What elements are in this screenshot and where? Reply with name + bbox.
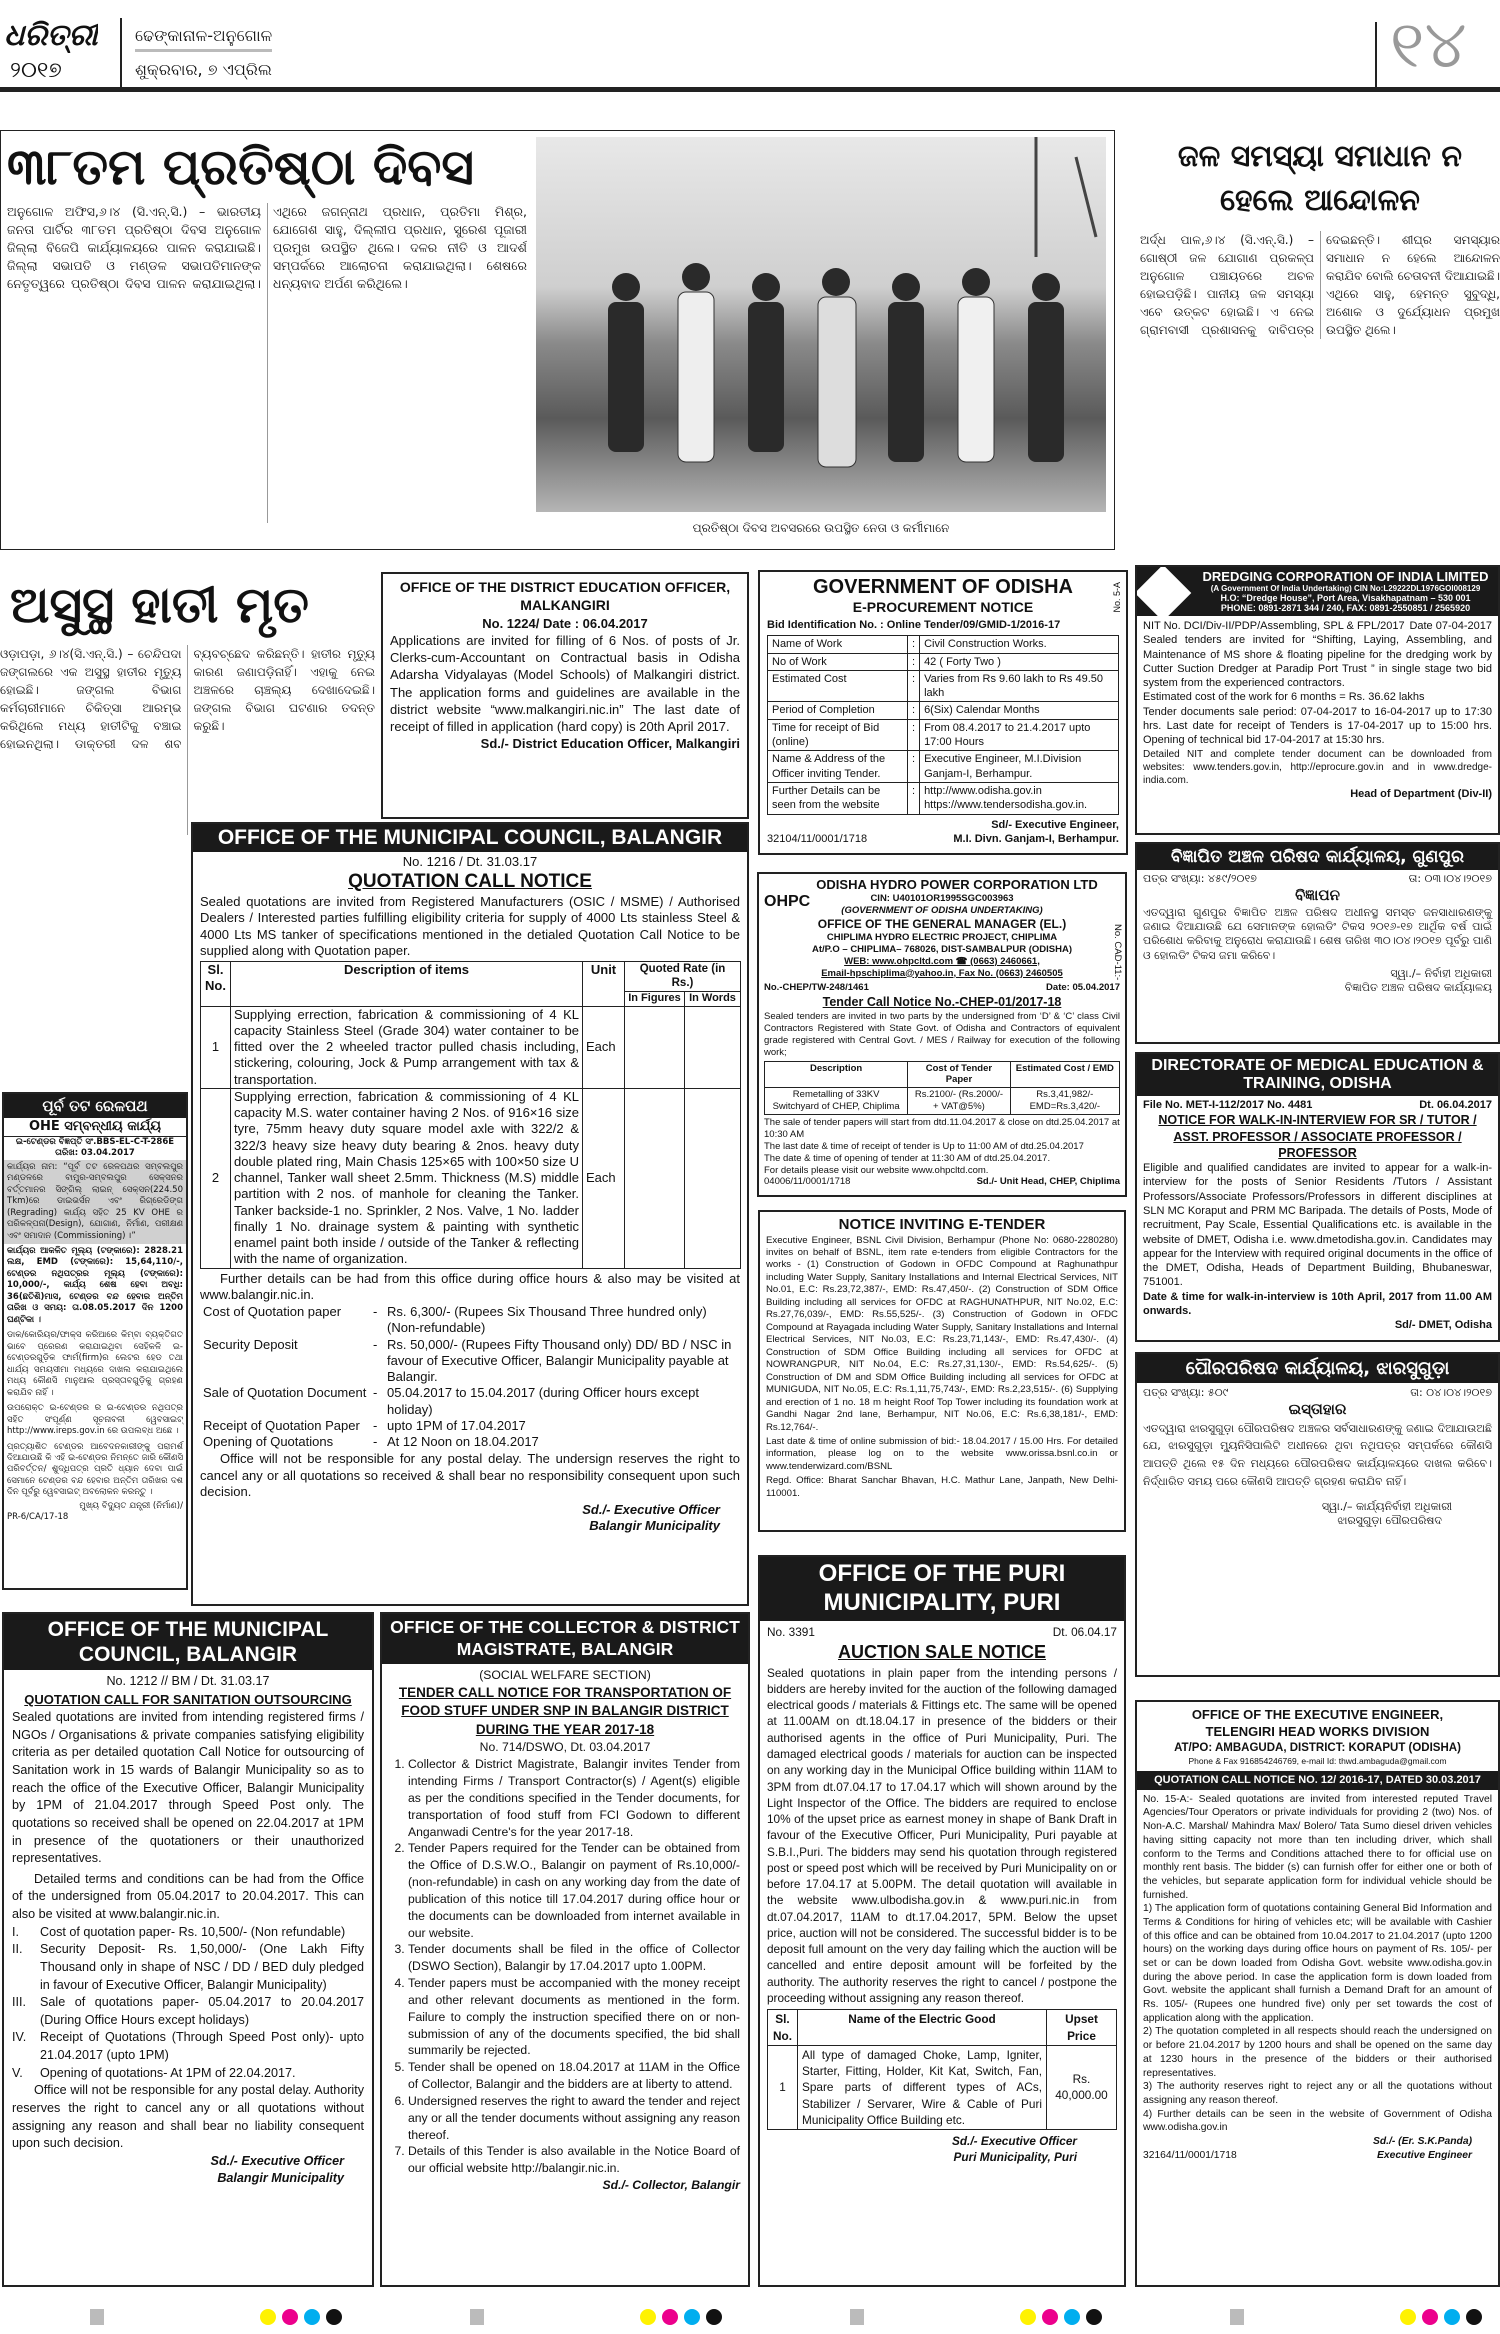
ad-collector-balangir — [380, 1612, 750, 2287]
ad-subtitle: E-PROCUREMENT NOTICE — [852, 599, 1034, 615]
ad-sign: ମୁଖ୍ୟ ବିଦ୍ୟୁତ ଯନ୍ତ୍ରୀ (ନିର୍ମାଣ)/ — [79, 1500, 183, 1511]
cell: Remetalling of 33KV Switchyard of CHEP, Chiplima — [765, 1088, 908, 1115]
ad-code: 04006/11/0001/1718 — [764, 1176, 851, 1188]
ad-para: ପ୍ରତ୍ୟାଶିତ ଟେଣ୍ଡର ଆବେଦନକାରୀଙ୍କୁ ପରାମର୍ଶ ଦିଆଯାଉଛି କି ଏହି ଇ-ଟେଣ୍ଡର ନିମନ୍ତେ ଜାରି କୌଣସି ପରିବର୍ତ୍ତନ/ ଶୁଦ୍ଧିପତ୍ର ପ୍ରତି ଧ୍ୟାନ ଦେବା ପାଇଁ ସେମାନେ ଟେଣ୍ଡର ବନ୍ଦ ହେବାର ଅନ୍ତିମ ତାରିଖର ଦଶ ଦିନ ପୂର୍ବରୁ ୱେବସାଇଟ୍ ଅବଲୋକନ କରନ୍ତୁ । — [7, 1441, 183, 1498]
ad-sign: Head of Department (Div-II) — [1350, 787, 1492, 800]
ad-footer: Office will not be responsible for any postal delay. Authority reserves the right to cancel any or all quotations without assigning any reason and shall bear no liability consequent upon such decision. — [12, 2083, 364, 2151]
letter-date: Dt. 06.04.17 — [1052, 1624, 1117, 1639]
ad-cin: CIN: U40101OR1995SGC003963 — [870, 893, 1014, 905]
story-body: ଓଡ଼ାପଡ଼ା, ୬।୪(ସି.ଏନ୍.ସି.) – ଚେନ୍ଦିପଦା ଜଙ୍ଗଲରେ ଏକ ଅସୁସ୍ଥ ହାତୀର ମୃତ୍ୟୁ ହୋଇଛି। ଜଙ୍ଗଲ ବିଭାଗ କର୍ମଚାରୀମାନେ ଚିକିତ୍ସା ଆରମ୍ଭ କରିଥିଲେ ମଧ୍ୟ ହାତୀଟିକୁ ବଞ୍ଚାଇ ହୋଇନଥିଲା। ଡାକ୍ତରୀ ଦଳ ଶବ ବ୍ୟବଚ୍ଛେଦ କରିଛନ୍ତି। ହାତୀର ମୃତ୍ୟୁ କାରଣ ଜଣାପଡ଼ିନାହିଁ। ଏହାକୁ ନେଇ ଅଞ୍ଚଳରେ ଚାଞ୍ଚଲ୍ୟ ଦେଖାଦେଇଛି। ଜଙ୍ଗଲ ବିଭାଗ ଘଟଣାର ତଦନ୍ତ କରୁଛି। — [0, 647, 375, 751]
term-numeral: IV. — [12, 2030, 27, 2045]
ad-body: Sealed quotations are invited from intending registered firms / NGOs / Organisations & private companies satisfying eligibility criteria as per detailed quotation Call Notice for outsourcing of Sanitation work in 15 wards of Balangir Municipality so as to reach the office of the Executive Officer, Balangir Municipality by 1PM of 21.04.2017 through Speed Post only. The quotations so received shall be opened on 22.04.2017 at 1PM in presence of the quotationers or their unauthorized representatives. — [12, 1710, 364, 1866]
ad-sign-office: ଝାରସୁଗୁଡ଼ା ପୌରପରିଷଦ — [1337, 1514, 1442, 1528]
ad-cin: (A Government Of India Undertaking) CIN No:L29222DL1976GOI008129 — [1210, 584, 1481, 593]
term-text: Security Deposit- Rs. 1,50,000/- (One Lakh Fifty Thousand only in shape of NSC / DD / BED duly pledged in favour of Executive Officer, Balangir Municipality) — [40, 1942, 364, 1992]
term-label: Security Deposit — [203, 1336, 298, 1352]
ad-side-code: No. CAD-11:- — [1112, 924, 1123, 981]
cell: Rs.2100/- (Rs.2000/- + VAT@5%) — [908, 1088, 1010, 1115]
story-headline: ୩୮ତମ ପ୍ରତିଷ୍ଠା ଦିବସ — [7, 138, 474, 196]
col-words: In Words — [685, 991, 741, 1006]
ad-jharsuguda-municipality — [1135, 1352, 1500, 1677]
row-label: Name & Address of the Officer inviting Tender. — [768, 751, 908, 783]
condition: 2) The quotation completed in all respects should reach the undersigned on or before 21.04.2017 by 1200 hours and shall be opened on the same day at 1230 hours in the presence of the bidders or their authorised representatives. — [1143, 2026, 1492, 2079]
condition-item: 1. Collector & District Magistrate, Balangir invites Tender from intending Firms / Transport Contractor(s) / Agent(s) eligible as per the conditions specified in the Tender documents, for transportation of food stuff from FCI Godown to different Anganwadi Centre's for the year 2017-18. — [408, 1756, 740, 1840]
registration-dot — [1086, 2309, 1102, 2325]
term-item — [12, 1941, 364, 1994]
ad-heading: AUCTION SALE NOTICE — [837, 1641, 1046, 1662]
term-label: Cost of Quotation paper — [203, 1304, 342, 1319]
ad-regd: Regd. Office: Bharat Sanchar Bhavan, H.C. Mathur Lane, Janpath, New Delhi-110001. — [766, 1475, 1118, 1499]
ad-cost: କାର୍ଯ୍ୟର ଆକଳିତ ମୂଲ୍ୟ (ଟଙ୍କାରେ): 2828.21 ଲକ୍ଷ, EMD (ଟଙ୍କାରେ): 15,64,110/-, ଟେଣ୍ଡର ନଥିପତ୍ରର ମୂଲ୍ୟ (ଟଙ୍କାରେ): 10,000/-, କାର୍ଯ୍ୟ ଶେଷ ହେବା ଅବଧି: 36(ଛତିଶି)ମାସ, ଟେଣ୍ଡର ବନ୍ଦ ହେବାର ଅନ୍ତିମ ତାରିଖ ଓ ସମୟ: ତା.08.05.2017 ଦିନ 1200 ଘଣ୍ଟିକା । — [7, 1246, 183, 1325]
ad-body: Eligible and qualified candidates are invited to appear for a walk-in-interview for the posts of Senior Residents /Tutors / Assistant Professors/Associate Professors/Professors in different disciplines at SLN MC Koraput and PRM MC Baripada. The details of Posts, Mode of recruitment, Pay Scale, Essential Qualifications etc. is available in the website of DMET, Odisha i.e. www.dmetodisha.gov.in. Candidates may appear for the Interview with required original documents in the office of the DMET, Odisha, Heads of Department Building, Bhubaneswar, 751001. — [1143, 1162, 1492, 1289]
term-row — [200, 1337, 740, 1386]
row-value: Executive Engineer, M.I.Division Ganjam-I, Berhampur. — [920, 751, 1119, 783]
ad-work: କାର୍ଯ୍ୟର ନାମ: “ପୂର୍ବ ତଟ ରେଳପଥର ସମ୍ବଲପୁର ମଣ୍ଡଳରେ ବାମୁର-ସମ୍ବଲପୁର ସେକ୍ସନର ବର୍ତ୍ତମାନର ସିଙ୍ଗିଲ୍ ଲାଇନ୍ ସେକ୍ସନ(224.50 Tkm)ରେ ଡାଇଭର୍ସନ ଏବଂ ରିଗ୍ରେଡିଙ୍ଗ (Regrading) କାର୍ଯ୍ୟ ସହିତ 25 KV OHE ର ପରିକଳ୍ପନା(Design), ଯୋଗାଣ, ନିର୍ମାଣ, ପରୀକ୍ଷଣ ଏବଂ ସମାଦାନ (Commissioning) ।” — [4, 1160, 186, 1244]
ad-ohpc — [757, 872, 1127, 1197]
term-value: At 12 Noon on 18.04.2017 — [387, 1434, 539, 1449]
ad-ref: No. 714/DSWO, Dt. 03.04.2017 — [479, 1740, 651, 1755]
ad-intro: Sealed quotations are invited from Registered Manufacturers (OSIC / MSME) / Authorised Dealers / Interested parties fulfilling eligibility criteria for supply of 4000 Lts stainless Steel & 4000 Lts MS tanker of specifications mentioned in the detialed Quotation Call Notice to be supplied along with Quotation paper. — [200, 894, 740, 958]
ad-sign: Sd./- Executive Officer — [210, 2153, 344, 2168]
item-sl: 2 — [201, 1088, 231, 1268]
item-unit: Each — [583, 1088, 625, 1268]
ad-balangir-tanker — [191, 822, 749, 1606]
term-dash: - — [373, 1417, 378, 1433]
ad-east-coast-railway — [2, 1092, 188, 1590]
ad-title: ପୌରପରିଷଦ କାର୍ଯ୍ୟାଳୟ, ଝାରସୁଗୁଡ଼ା — [1137, 1354, 1498, 1383]
registration-dot — [1444, 2309, 1460, 2325]
term-label: Opening of Quotations — [203, 1434, 334, 1449]
ad-sign: Sd./- District Education Officer, Malkangiri — [480, 736, 740, 752]
ad-ref: No. 1212 // BM / Dt. 31.03.17 — [106, 1674, 270, 1689]
col-figures: In Figures — [625, 991, 685, 1006]
cell: All type of damaged Choke, Lamp, Igniter, Starter, Fitting, Holder, Kit Kat, Switch, Fan, Spare parts of different types of ACs, Stabilizer / Servarer, Wire & Cable of Puri Municipality Office Building etc. — [798, 2045, 1047, 2129]
ad-dmet — [1135, 1052, 1500, 1342]
term-row — [200, 1385, 740, 1418]
term-numeral: III. — [12, 1995, 26, 2010]
letter-no: ପତ୍ର ସଂଖ୍ୟା: ୫୦୯ — [1143, 1386, 1229, 1399]
term-numeral: II. — [12, 1942, 23, 1957]
ad-heading: TENDER CALL NOTICE FOR TRANSPORTATION OF FOOD STUFF UNDER SNP IN BALANGIR DISTRICT DURING THE YEAR 2017-18 — [398, 1684, 732, 1737]
registration-mark — [470, 2309, 484, 2325]
term-text: Opening of quotations- At 1PM of 22.04.2017. — [40, 2065, 296, 2080]
letter-date: Date: 05.04.2017 — [1046, 981, 1120, 993]
col-desc: Description of items — [231, 962, 583, 1007]
ad-telengiri — [1135, 1700, 1500, 2287]
col-sl: Sl. No. — [201, 962, 231, 1007]
ad-title: OFFICE OF THE MUNICIPAL COUNCIL, BALANGIR — [4, 1614, 372, 1670]
condition-item: 5. Tender shall be opened on 18.04.2017 at 11AM in the Office of Collector, Balangir and the bidders are at liberty to attend. — [408, 2059, 740, 2093]
terms-list — [200, 1304, 740, 1450]
term-dash: - — [373, 1434, 378, 1449]
ad-heading: Tender Call Notice No.-CHEP-01/2017-18 — [822, 995, 1062, 1010]
ad-office: OFFICE OF THE GENERAL MANAGER (EL.) — [817, 917, 1067, 931]
ad-title: NOTICE INVITING E-TENDER — [838, 1216, 1046, 1233]
term-value: Rs. 6,300/- (Rupees Six Thousand Three hundred only) (Non-refundable) — [387, 1304, 707, 1336]
ad-puri-municipality — [758, 1555, 1126, 2287]
condition: 4) Further details can be seen in the website of Government of Odisha www.odisha.gov.in — [1143, 2108, 1492, 2134]
item-desc: Supplying errection, fabrication & commissioning of 4 KL capacity M.S. water container having 2 Nos. of 916×16 size tyre, 75mm heavy duty square model axle with 322/2 & 322/3 heavy size heavy duty bearing & 2nos. heavy duty double plated ring, Main Chasis 125×65 with 100×50 size U channel, Tanker wall sheet 2.5mm. Thickness (M.S) middle partition with 2 nos. of manhole for cleaning the Tanker. Tanker backside-1 no. Sprinkler, 2 Nos. Valve, 1 No. ladder finally 1 No. drainage system & painting with synthetic enamel paint both inside / outside of the Tanker & reflecting with the name of organization. — [231, 1088, 583, 1268]
letter-date: ତା: ୦୪।୦୪।୨୦୧୭ — [1410, 1386, 1492, 1399]
table-row — [768, 2045, 1117, 2129]
tender-table — [764, 1061, 1120, 1116]
table-row — [765, 1088, 1120, 1115]
condition-item: 2. Tender Papers required for the Tender can be obtained from the Office of D.S.W.O., Balangir on payment of Rs.10,000/- (non-refundable) in cash on any working day from the date of publication of this notice till 17.04.2017 during office hour or the documents can be downloaded from internet available in our website. — [408, 1840, 740, 1941]
registration-mark — [850, 2309, 864, 2325]
ad-last-date: Last date & time of online submission of bid:- 18.04.2017 / 15.00 Hrs. For detailed information, please log on to the website www.orissa.bsnl.co.in or www.tenderwizard.com/BSNL — [766, 1436, 1118, 1472]
table-row — [768, 702, 1119, 719]
table-row — [768, 751, 1119, 783]
condition-item: 7. Details of this Tender is also available in the Notice Board of our official website http://balangir.nic.in. — [408, 2143, 740, 2177]
paper-year: ୨୦୧୭ — [10, 58, 62, 83]
row-value: 6(Six) Calendar Months — [920, 702, 1119, 719]
table-row — [768, 653, 1119, 670]
row-colon: : — [908, 782, 920, 814]
registration-dot — [260, 2309, 276, 2325]
registration-dot — [684, 2309, 700, 2325]
cell: 1 — [768, 2045, 798, 2129]
registration-mark — [1230, 2309, 1244, 2325]
row-label: Further Details can be seen from the website — [768, 782, 908, 814]
term-value: Rs. 50,000/- (Rupees Fifty Thousand only) DD/ BD / NSC in favour of Executive Officer, Balangir Municipality payable at Balangir. — [387, 1336, 732, 1384]
row-value: Varies from Rs 9.60 lakh to Rs 49.50 lakh — [920, 670, 1119, 702]
ad-sign-office: M.I. Divn. Ganjam-I, Berhampur. — [953, 832, 1119, 845]
term-label: Receipt of Quotation Paper — [203, 1417, 360, 1433]
col-sl: Sl. No. — [768, 2010, 798, 2046]
col-unit: Unit — [583, 962, 625, 1007]
note: For details please visit our website www.ohpcltd.com. — [764, 1164, 989, 1176]
story-headline: ଜଳ ସମସ୍ୟା ସମାଧାନ ନ ହେଲେ ଆନ୍ଦୋଳନ — [1177, 139, 1463, 218]
ad-body-2: Detailed terms and conditions can be had from the Office of the undersigned from 05.04.2017 to 20.04.2017. This can also be visited at www.balangir.nic.in. — [12, 1871, 364, 1922]
ad-section: (SOCIAL WELFARE SECTION) — [479, 1667, 651, 1682]
note: The sale of tender papers will start from dtd.11.04.2017 & close on dtd.25.04.2017 at 10:30 AM — [764, 1117, 1120, 1140]
ad-sign-office: Balangir Municipality — [589, 1518, 720, 1534]
ad-sign: ସ୍ୱା./– ନିର୍ବାହୀ ଅଧିକାରୀ — [1390, 966, 1492, 980]
ad-title: ODISHA HYDRO POWER CORPORATION LTD — [816, 877, 1098, 892]
table-row — [768, 782, 1119, 814]
condition-item: 3. Tender documents shall be filed in the office of Collector (DSWO Section), Balangir by 17.04.2017 upto 1.00PM. — [408, 1941, 740, 1975]
row-value: 42 ( Forty Two ) — [920, 653, 1119, 670]
ad-further: Further details can be had from this office during office hours & also may be visited at www.balangir.nic.in. — [200, 1270, 740, 1302]
row-label: Period of Completion — [768, 702, 908, 719]
col-description: Description — [765, 1061, 908, 1088]
ad-address: H.O: “Dredge House”, Port Area, Visakhapatnam – 530 001 — [1220, 593, 1471, 603]
masthead-divider-right — [1375, 22, 1377, 88]
term-numeral: V. — [12, 2065, 23, 2080]
ad-project: CHIPLIMA HYDRO ELECTRIC PROJECT, CHIPLIMA — [826, 932, 1058, 943]
ad-govt: (GOVERNMENT OF ODISHA UNDERTAKING) — [841, 905, 1043, 917]
ad-subtitle: OHE ସମ୍ବନ୍ଧୀୟ କାର୍ଯ୍ୟ — [4, 1118, 186, 1137]
story-body: ଅର୍ଦ୍ଧ ପାଳ,୬।୪ (ସି.ଏନ୍.ସି.) – ଗୋଷ୍ଠୀ ଜଳ ଯୋଗାଣ ପ୍ରକଳ୍ପ ଅନୁଗୋଳ ପଞ୍ଚାୟତରେ ଅଚଳ ହୋଇପଡ଼ିଛି। ପାନୀୟ ଜଳ ସମସ୍ୟା ଏବେ ଉତ୍କଟ ହୋଇଛି। ଏ ନେଇ ଗ୍ରାମବାସୀ ପ୍ରଶାସନକୁ ଦାବିପତ୍ର ଦେଇଛନ୍ତି। ଶୀଘ୍ର ସମସ୍ୟାର ସମାଧାନ ନ ହେଲେ ଆନ୍ଦୋଳନ କରାଯିବ ବୋଲି ଚେତାବନୀ ଦିଆଯାଇଛି। ଏଥିରେ ସାହୁ, ହେମନ୍ତ ସୁବୁଦ୍ଧି, ଅଶୋକ ଓ ଦୁର୍ଯ୍ୟୋଧନ ପ୍ରମୁଖ ଉପସ୍ଥିତ ଥିଲେ। — [1140, 233, 1500, 337]
term-row — [200, 1418, 740, 1434]
ad-code: 32104/11/0001/1718 — [767, 832, 868, 845]
photo-group-people — [536, 137, 1106, 512]
registration-dot — [304, 2309, 320, 2325]
ad-sign: ସ୍ୱା./– କାର୍ଯ୍ୟନିର୍ବାହୀ ଅଧିକାରୀ — [1321, 1500, 1452, 1514]
row-colon: : — [908, 653, 920, 670]
ad-sign: Sd/- Executive Engineer, — [991, 818, 1119, 831]
ad-title: OFFICE OF THE MUNICIPAL COUNCIL, BALANGIR — [193, 824, 747, 852]
row-value: Civil Construction Works. — [920, 636, 1119, 653]
ad-title: OFFICE OF THE EXECUTIVE ENGINEER, — [1191, 1707, 1444, 1722]
condition: 1) The application form of quotations containing General Bid Information and Terms & Conditions for hiring of vehicles etc; will be available with Cashier of this office and can be obtained from 10.04.2017 to 21.04.2017 (upto 1200 hours) on the working days during office hours on payment of Rs. 105/- per set or can be down loaded from Odisha Govt. website www.odisha.gov.in during the above period. In case the application form is down loaded from Govt. website the applicant shall furnish a Demand Draft for an amount of Rs. 105/- (Rupees one hundred five) only per set towards the cost of application along with the application. — [1143, 1903, 1492, 2024]
row-colon: : — [908, 670, 920, 702]
ad-dredging-corp — [1135, 565, 1500, 835]
ad-sign: Sd./- Executive Officer — [951, 2134, 1077, 2149]
ad-para: ଉପରୋକ୍ତ ଇ-ଟେଣ୍ଡର ର ଇ-ଟେଣ୍ଡର ନଥିପତ୍ର ସହିତ ସଂପୂର୍ଣ୍ଣ ସୂଚନାବଳୀ ୱେବସାଇଟ୍ http://www.ireps.gov.in ରେ ଉପଲବ୍ଧ ଅଛେ । — [7, 1403, 183, 1437]
file-no: File No. MET-I-112/2017 No. 4481 — [1143, 1099, 1313, 1111]
term-row — [200, 1434, 740, 1450]
ad-ref: ଇ-ଟେଣ୍ଡର ବିଜ୍ଞପ୍ତି ସଂ.BBS-EL-C-T-286E — [15, 1136, 175, 1147]
ad-email: Email-hpschiplima@yahoo.in, Fax No. (0663) 2460505 — [821, 967, 1063, 979]
ad-contact: Phone & Fax 916854246769, e-mail Id: thwd.ambaguda@gmail.com — [1188, 1755, 1447, 1766]
dci-logo — [1135, 565, 1191, 621]
term-numeral: I. — [12, 1924, 19, 1939]
term-item — [12, 1924, 364, 1942]
ad-title: OFFICE OF THE COLLECTOR & DISTRICT MAGISTRATE, BALANGIR — [382, 1614, 748, 1664]
condition-item: 4. Tender papers must be accompanied with the money receipt and other relevant documents as mentioned in the form. Failure to comply the instruction specified there on or non-submission of any of the documents specified, the bid shall summarily be rejected. — [408, 1975, 740, 2059]
table-row — [768, 670, 1119, 702]
ad-body: Executive Engineer, BSNL Civil Division, Berhampur (Phone No: 0680-2280280) invites on behalf of BSNL, item rate e-tenders from eligible Contractors for the works - (1) Construction of Godown in OFDC Compound at Raghunathpur including Water Supply, Sanitary Installations and Internal Electrical Services, NIT No.01, E.C: Rs.23,72,387/-, EMD: Rs.47,450/-. (2) Construction of SDM Office Building including all services for OFDC at RAGHUNATHPUR, NIT No.02, E.C: Rs.27,76,039/-, EMD: Rs.55,525/-. (3) Construction of Godown in OFDC Compound at Rayagada including Water Supply, Sanitary Installations and Internal Electrical Services, NIT No.03, E.C: Rs.23,71,143/-, EMD: Rs.47,430/-. (4) Construction of SDM Office Building including all services for OFDC at NOWRANGPUR, NIT No.04, E.C: Rs.27,31,130/-, EMD: Rs.54,625/-. (5) Construction of DM and SDM Office Building including all services for OFDC at MUNIGUDA, NIT No.05, E.C: Rs.1,11,75,743/-, EMD: Rs.2,23,515/-. (6) Supplying and erection of 1 no. 18 m height Roof Top Tower including its foundation work at Gandhi Nagar 2nd lane, Berhampur, NIT No.06, E.C: Rs.6,38,181/-, EMD: Rs.12,764/-. — [766, 1234, 1118, 1433]
item-desc: Supplying errection, fabrication & commissioning of 4 KL capacity Stainless Steel (Grade 304) water container to be fitted over the 2 wheeled tractor pulled chasis including, stickering, colouring, Jock & Pump arrangement with tax & transportation. — [231, 1006, 583, 1088]
registration-dot — [1020, 2309, 1036, 2325]
term-dash: - — [373, 1385, 378, 1401]
ad-web: Detailed NIT and complete tender document can be downloaded from websites: www.tenders.gov.in, http://eprocure.gov.in and in www.dredge-india.com. — [1143, 748, 1492, 786]
ad-body: ଏତଦ୍ୱାରା ଗୁଣପୁର ବିଜ୍ଞାପିତ ଅଞ୍ଚଳ ପରିଷଦ ଅଧୀନସ୍ଥ ସମସ୍ତ ଜନସାଧାରଣଙ୍କୁ ଜଣାଇ ଦିଆଯାଉଛି ଯେ ସେମାନଙ୍କ ହୋଲଡିଂ ଟିକସ ୨୦୧୬-୧୭ ଆର୍ଥିକ ବର୍ଷ ପାଇଁ ପରିଶୋଧ କରିବାକୁ ଅନୁରୋଧ କରାଯାଉଛି। ଶେଷ ତାରିଖ ୩୦।୦୪।୨୦୧୭ ପୂର୍ବରୁ ପାଣି ଓ ହୋଲଡିଂ ଟିକସ ଜମା କରିବେ। — [1143, 905, 1492, 962]
photo-caption: ପ୍ରତିଷ୍ଠା ଦିବସ ଅବସରରେ ଉପସ୍ଥିତ ନେତା ଓ କର୍ମୀମାନେ — [692, 521, 950, 535]
ad-body: Applications are invited for filling of 6 Nos. of posts of Jr. Clerks-cum-Accountant on Contractual basis in Odisha Adarsha Vidyalayas (Model Schools) of Malkangiri district. The application forms and guidelines are available in the district website “www.malkangiri.nic.in” The last date of receipt of filled in application (hard copy) is 20th April 2017. — [390, 633, 740, 734]
ad-body: ଏତଦ୍ୱାରା ଝାରସୁଗୁଡ଼ା ପୌରପରିଷଦ ଅଞ୍ଚଳର ସର୍ବସାଧାରଣଙ୍କୁ ଜଣାଇ ଦିଆଯାଉଅଛି ଯେ, ଝାରସୁଗୁଡ଼ା ମ୍ୟୁନିସିପାଲିଟି ଅଧୀନରେ ଥିବା ନଥିପତ୍ର ସମ୍ପର୍କରେ କୌଣସି ଆପତ୍ତି ଥିଲେ ୧୫ ଦିନ ମଧ୍ୟରେ ପୌରପରିଷଦ କାର୍ଯ୍ୟାଳୟରେ ଦାଖଲ କରିବେ। ନିର୍ଦ୍ଧାରିତ ସମୟ ପରେ କୌଣସି ଆପତ୍ତି ଗ୍ରହଣ କରାଯିବ ନାହିଁ। — [1143, 1421, 1492, 1488]
registration-dot — [662, 2309, 678, 2325]
condition: 3) The authority reserves right to reject any or all the quotations without assigning any reason thereof. — [1143, 2081, 1492, 2106]
ad-govt-odisha — [758, 570, 1128, 855]
letter-date: ତା: ୦୩।୦୪।୨୦୧୭ — [1408, 872, 1492, 885]
col-cost: Cost of Tender Paper — [908, 1061, 1010, 1088]
term-value: 05.04.2017 to 15.04.2017 (during Officer hours except holiday) — [387, 1385, 699, 1417]
masthead — [0, 0, 1500, 92]
ad-ref: No. 1224/ Date : 06.04.2017 — [482, 615, 648, 631]
edition-date: ଶୁକ୍ରବାର, ୭ ଏପ୍ରିଲ — [135, 60, 272, 79]
ad-sign: Sd/- DMET, Odisha — [1394, 1319, 1492, 1332]
edition-name: ଢେଙ୍କାନାଳ-ଅନୁଗୋଳ — [135, 26, 272, 52]
table-row — [201, 1088, 741, 1268]
registration-mark — [90, 2309, 104, 2325]
ad-title: ପୂର୍ବ ତଟ ରେଳପଥ — [4, 1094, 186, 1118]
col-price: Upset Price — [1047, 2010, 1117, 2046]
row-label: Estimated Cost — [768, 670, 908, 702]
registration-dot — [706, 2309, 722, 2325]
ad-when: Date & time for walk-in-interview is 10th April, 2017 from 11.00 AM onwards. — [1143, 1290, 1492, 1318]
item-unit: Each — [583, 1006, 625, 1088]
term-dash: - — [373, 1304, 378, 1319]
ad-sale: Tender documents sale period: 07-04-2017 to 16-04-2017 up to 17:30 hrs. Last date for receipt of Tenders is 17-04-2017 up to 15:00 hrs. Opening of technical bid 17-04-2017 at 15:30 hrs. — [1143, 705, 1492, 747]
ad-body: Sealed quotations in plain paper from the intending persons / bidders are hereby invited for the auction of the following damaged electrical goods / materials & Fittings etc. The same will be opened at 11.00AM on dt.18.04.17 in presence of the bidders or their authorised agents in the office of Puri Municipality, Puri. The damaged electrical goods / materials for auction can be inspected on any working day in the Municipal Office building within 11AM to 3PM from dt.07.04.17 to 17.04.17 which will shown around by the Light Inspector of the Office. The bidders are required to enclose 10% of the upset price as earnest money in shape of Bank Draft in favour of the Executive Officer, Puri Municipality, Puri payable at S.B.I.,Puri. The bidders may send his quotation through registered post or speed post which will be received by Puri Municipality on or before 17.04.17 at 5.00PM. The detail quotation will available in the website www.ulbodisha.gov.in & www.puri.nic.in from dt.07.04.2017, 11AM to dt.17.04.2017, 5PM. Below the upset price, auction will not be considered. The successful bidder is to be deposit full amount on the very day failing which the auction will be cancelled and entire deposit amount will be forfeited by the authority. The authority reserves the right to cancel / postpone the proceeding without assigning any reason thereof. — [767, 1665, 1117, 2005]
letter-no: ପତ୍ର ସଂଖ୍ୟା: ୪୫୯/୨୦୧୭ — [1143, 872, 1257, 885]
ad-phone: PHONE: 0891-2871 344 / 240, FAX: 0891-2550851 / 2565920 — [1220, 603, 1471, 613]
story-water-protest — [1140, 135, 1500, 550]
ad-code: 32164/11/0001/1718 — [1143, 2149, 1237, 2161]
row-label: Time for receipt of Bid (online) — [768, 719, 908, 751]
cell: Rs.3,41,982/- EMD=Rs.3,420/- — [1010, 1088, 1119, 1115]
table-row — [768, 719, 1119, 751]
ad-ref: No. 1216 / Dt. 31.03.17 — [402, 854, 538, 869]
col-name: Name of the Electric Good — [798, 2010, 1047, 2046]
ad-sign: Sd./- Unit Head, CHEP, Chiplima — [976, 1176, 1120, 1188]
paper-name: ଧରିତ୍ରୀ — [4, 18, 98, 53]
ad-heading: NOTICE FOR WALK-IN-INTERVIEW FOR SR / TUTOR / ASST. PROFESSOR / ASSOCIATE PROFESSOR / PROFESSOR — [1158, 1113, 1477, 1160]
row-colon: : — [908, 751, 920, 783]
ad-side-code: No. 5-A — [1112, 582, 1123, 613]
ad-heading: ଇସ୍ତାହାର — [1288, 1400, 1347, 1419]
row-value: From 08.4.2017 to 21.4.2017 upto 17:00 Hours — [920, 719, 1119, 751]
note: The date & time of opening of tender at 11:30 AM of dtd.25.04.2017. — [764, 1152, 1051, 1164]
registration-dot — [1042, 2309, 1058, 2325]
registration-dot — [1400, 2309, 1416, 2325]
bid-id: Bid Identification No. : Online Tender/09/GMID-1/2016-17 — [767, 619, 1061, 631]
term-dash: - — [373, 1336, 378, 1352]
color-registration-strip — [0, 2305, 1500, 2330]
row-colon: : — [908, 702, 920, 719]
ad-deo-malkangiri — [381, 572, 749, 819]
table-row — [201, 1006, 741, 1088]
tender-details-table — [767, 635, 1119, 814]
registration-dot — [640, 2309, 656, 2325]
page-number: ୧୪ — [1390, 12, 1467, 78]
ad-sign-office: ବିଜ୍ଞାପିତ ଅଞ୍ଚଳ ପରିଷଦ କାର୍ଯ୍ୟାଳୟ — [1344, 981, 1492, 995]
ad-sign-office: Puri Municipality, Puri — [953, 2150, 1077, 2165]
ad-header — [1137, 567, 1498, 616]
ad-date: ତାରିଖ: 03.04.2017 — [55, 1148, 135, 1159]
ohpc-logo: OHPC — [764, 893, 811, 910]
condition-item: 6. Undersigned reserves the right to award the tender and reject any or all the tender documents without assigning any reason thereof. — [408, 2093, 740, 2143]
term-row — [200, 1304, 740, 1337]
ad-sign-office: Balangir Municipality — [217, 2171, 344, 2186]
ad-bsnl-etender — [758, 1210, 1126, 1532]
ad-cost: Estimated cost of the work for 6 months = Rs. 36.62 lakhs — [1143, 691, 1425, 704]
ad-para: ଡାକ/କୋରିୟର/ଫାକ୍ସ କରିଆରେ କିମ୍ବା ବ୍ୟକ୍ତିଗତ ଭାବେ ପ୍ରେରଣ କରାଯାଇଥିବା ସେହିକଳି ଇ-ଟେଣ୍ଡରଗୁଡ଼ିକ ଫାର୍ମ(firm)ର ଲେଟର ହେଡ ତଥା ଧାର୍ଯ୍ୟ ସମୟସୀମା ମଧ୍ୟରେ ଦାଖଲ କରାଯାଇଥିଲେ ମଧ୍ୟ କୌଣସି ମାନୁଆଲ ପ୍ରସ୍ତାବଗୁଡ଼ିକୁ ଗ୍ରହଣ କରାଯିବ ନାହିଁ । — [7, 1330, 183, 1398]
auction-table — [767, 2009, 1117, 2130]
row-label: Name of Work — [768, 636, 908, 653]
term-text: Sale of quotations paper- 05.04.2017 to 20.04.2017 (During Office Hours except holidays) — [40, 1995, 364, 2027]
ad-intro: No. 15-A:- Sealed quotations are invited from interested reputed Travel Agencies/Tour Operators or private individuals for providing 2 (two) Nos. of Non-A.C. Marshal/ Mahindra Max/ Bolero/ Tata Sumo diesel driven vehicles having sitting capacity not more than ten including driver, which shall conform to the Terms and Conditions attached there to for official use on monthly rent basis. The bidder (s) can furnish offer for either one or both of the vehicles, but separate application form for individual vehicle should be furnished. — [1143, 1793, 1492, 1901]
items-table — [200, 961, 741, 1269]
col-rate: Quoted Rate (in Rs.) — [625, 962, 741, 992]
term-text: Receipt of Quotations (Through Speed Post only)- upto 21.04.2017 (upto 1PM) — [40, 2030, 364, 2063]
ad-heading: QUOTATION CALL FOR SANITATION OUTSOURCING — [24, 1692, 352, 1707]
nit-date: Date 07-04-2017 — [1409, 620, 1492, 632]
ad-heading: ବିଜ୍ଞାପନ — [1295, 886, 1340, 905]
row-colon: : — [908, 719, 920, 751]
masthead-divider — [120, 18, 122, 88]
term-text: Cost of quotation paper- Rs. 10,500/- (Non refundable) — [40, 1924, 346, 1939]
terms-list — [12, 1924, 364, 2083]
ad-body: Sealed tenders are invited for “Shifting, Laying, Assembling, and Maintenance of MS shore & floating pipeline for the dredging work by Cutter Suction Dredger at Paradip Port Trust ” in single stage two bid system from the experienced contractors. — [1143, 634, 1492, 690]
ad-title: ବିଜ୍ଞାପିତ ଅଞ୍ଚଳ ପରିଷଦ କାର୍ଯ୍ୟାଳୟ, ଗୁଣପୁର — [1137, 844, 1498, 870]
ad-title: GOVERNMENT OF ODISHA — [812, 576, 1073, 598]
ad-notice-bar: QUOTATION CALL NOTICE NO. 12/ 2016-17, DATED 30.03.2017 — [1137, 1771, 1498, 1790]
registration-dot — [1466, 2309, 1482, 2325]
nit-no: NIT No. DCI/Div-II/PDP/Assembling, SPL & FPL/2017 — [1143, 620, 1405, 632]
ad-title: OFFICE OF THE DISTRICT EDUCATION OFFICER, MALKANGIRI — [399, 579, 731, 614]
registration-dot — [1422, 2309, 1438, 2325]
story-body: ଅନୁଗୋଳ ଅଫିସ,୬।୪ (ସି.ଏନ୍.ସି.) – ଭାରତୀୟ ଜନତା ପାର୍ଟିର ୩୮ତମ ପ୍ରତିଷ୍ଠା ଦିବସ ଅନୁଗୋଳ ଜିଲ୍ଲା ବିଜେପି କାର୍ଯ୍ୟାଳୟରେ ପାଳନ କରାଯାଇଛି। ଜିଲ୍ଲା ସଭାପତି ଓ ମଣ୍ଡଳ ସଭାପତିମାନଙ୍କ ନେତୃତ୍ୱରେ ପ୍ରତିଷ୍ଠା ଦିବସ ପାଳନ କରାଯାଇଥିଲା। ଏଥିରେ ଜଗନ୍ନାଥ ପ୍ରଧାନ, ପ୍ରତିମା ମିଶ୍ର, ଯୋଗେଶ ସାହୁ, ଦିଲ୍ଲୀପ ପ୍ରଧାନ, ସୁରେଶ ପୂଜାରୀ ପ୍ରମୁଖ ଉପସ୍ଥିତ ଥିଲେ। ଦଳର ନୀତି ଓ ଆଦର୍ଶ ସମ୍ପର୍କରେ ଆଲୋଚନା କରାଯାଇଥିଲା। ଶେଷରେ ଧନ୍ୟବାଦ ଅର୍ପଣ କରିଥିଲେ। — [7, 204, 527, 291]
ad-title: DIRECTORATE OF MEDICAL EDUCATION & TRAINING, ODISHA — [1137, 1054, 1498, 1096]
term-item — [12, 2029, 364, 2064]
letter-no: No. 3391 — [767, 1624, 815, 1639]
row-colon: : — [908, 636, 920, 653]
ad-web: WEB: www.ohpcltd.com ☎ (0663) 2460661, — [844, 955, 1040, 967]
ad-gunupur-nac — [1135, 842, 1500, 1044]
conditions-list — [390, 1756, 740, 2177]
ad-sign-title: Executive Engineer — [1377, 2149, 1472, 2161]
file-date: Dt. 06.04.2017 — [1419, 1099, 1492, 1111]
ad-title-2: TELENGIRI HEAD WORKS DIVISION — [1205, 1724, 1430, 1740]
ad-heading: QUOTATION CALL NOTICE — [348, 871, 592, 893]
story-headline: ଅସୁସ୍ଥ ହାତୀ ମୃତ — [10, 576, 309, 634]
registration-dot — [282, 2309, 298, 2325]
row-value: http://www.odisha.gov.in https://www.tendersodisha.gov.in. — [920, 782, 1119, 814]
ad-sign: Sd./- (Er. S.K.Panda) — [1373, 2135, 1472, 2147]
ad-sign: Sd./- Executive Officer — [582, 1502, 720, 1517]
cell: Rs. 40,000.00 — [1047, 2045, 1117, 2129]
note: The last date & time of receipt of tender is Up to 11:00 AM of dtd.25.04.2017 — [764, 1140, 1084, 1152]
ad-address: AT/PO: AMBAGUDA, DISTRICT: KORAPUT (ODISHA) — [1174, 1741, 1461, 1754]
term-item — [12, 1994, 364, 2029]
ad-title: DREDGING CORPORATION OF INDIA LIMITED — [1202, 569, 1489, 584]
news-photo — [536, 137, 1106, 512]
term-item — [12, 2065, 364, 2083]
col-estimate: Estimated Cost / EMD — [1010, 1061, 1119, 1088]
item-sl: 1 — [201, 1006, 231, 1088]
story-foundation-day — [0, 130, 1115, 550]
ad-title: OFFICE OF THE PURI MUNICIPALITY, PURI — [760, 1557, 1124, 1621]
registration-dot — [1064, 2309, 1080, 2325]
term-label: Sale of Quotation Document — [203, 1385, 367, 1401]
row-label: No of Work — [768, 653, 908, 670]
ad-code: PR-6/CA/17-18 — [7, 1512, 69, 1523]
ad-address: At/P.O – CHIPLIMA– 768026, DIST-SAMBALPUR (ODISHA) — [811, 943, 1073, 955]
ad-balangir-sanitation — [2, 1612, 374, 2287]
registration-dot — [326, 2309, 342, 2325]
letter-no: No.-CHEP/TW-248/1461 — [764, 981, 869, 993]
term-value: upto 1PM of 17.04.2017 — [387, 1417, 526, 1433]
table-row — [768, 636, 1119, 653]
ad-footer: Office will not be responsible for any postal delay. The undersign reserves the right to cancel any or all quotations so received & shall bear no responsibility consequent upon such decision. — [200, 1451, 740, 1499]
ad-intro: Sealed tenders are invited in two parts by the undersigned from ‘D’ & ‘C’ class Civil Contractors Registered with State Govt. of Odisha and Contractors of equivalent grade registered with Central Govt. / MES / Railway for execution of the following work; — [764, 1011, 1120, 1058]
ad-sign: Sd./- Collector, Balangir — [602, 2177, 740, 2192]
